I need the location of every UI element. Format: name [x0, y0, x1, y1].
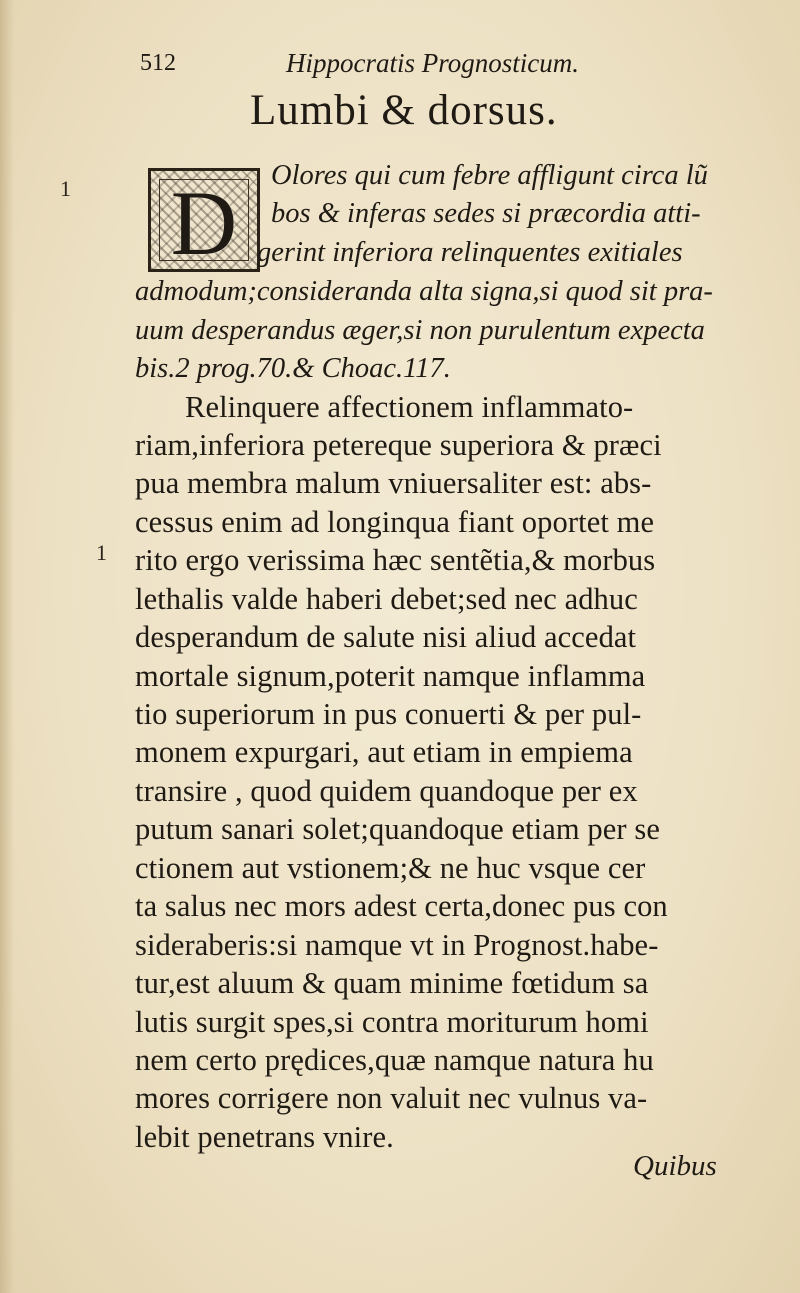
margin-note-2: 1 [96, 540, 107, 565]
body-line: rito ergo verissima hæc sentẽtia,& morbus [135, 543, 656, 577]
italic-line: uum desperandus æger,si non purulentum expecta [135, 315, 705, 346]
body-line: monem expurgari, aut etiam in empiema [135, 735, 633, 769]
body-line: pua membra malum vniuersaliter est: abs- [135, 466, 652, 500]
body-line: tur,est aluum & quam minime fœtidum sa [135, 966, 649, 1000]
italic-line: gerint inferiora relinquentes exitiales [257, 237, 683, 268]
body-line: nem certo prędices,quæ namque natura hu [135, 1043, 654, 1077]
body-line: putum sanari solet;quandoque etiam per se [135, 812, 660, 846]
body-line: sideraberis:si namque vt in Prognost.habe- [135, 928, 659, 962]
italic-line: Olores qui cum febre affligunt circa lũ [271, 160, 708, 191]
italic-line: admodum;consideranda alta signa,si quod sit pra- [135, 276, 713, 307]
page-number: 512 [140, 50, 176, 76]
body-line: ctionem aut vstionem;& ne huc vsque cer [135, 851, 646, 885]
running-title: Hippocratis Prognosticum. [286, 48, 579, 78]
initial-letter: D [170, 172, 238, 274]
margin-note-1: 1 [60, 176, 71, 201]
body-line: ta salus nec mors adest certa,donec pus con [135, 889, 668, 923]
page-edge-shadow [0, 0, 14, 1293]
body-line: lutis surgit spes,si contra moriturum homi [135, 1005, 649, 1039]
body-line: lethalis valde haberi debet;sed nec adhuc [135, 582, 638, 616]
body-line: transire , quod quidem quandoque per ex [135, 774, 638, 808]
body-line: desperandum de salute nisi aliud accedat [135, 620, 637, 654]
body-line: mores corrigere non valuit nec vulnus va- [135, 1081, 648, 1115]
section-title: Lumbi & dorsus. [250, 87, 558, 134]
italic-line: bis.2 prog.70.& Choac.117. [135, 353, 451, 384]
decorated-initial [148, 168, 260, 272]
body-line: mortale signum,poterit namque inflamma [135, 659, 646, 693]
body-line: lebit penetrans vnire. [135, 1120, 394, 1154]
body-line: riam,inferiora petereque superiora & præci [135, 428, 662, 462]
italic-line: bos & inferas sedes si præcordia atti- [271, 198, 701, 229]
body-line: cessus enim ad longinqua fiant oportet me [135, 505, 655, 539]
body-line: Relinquere affectionem inflammato- [185, 390, 634, 424]
page-header [140, 48, 740, 88]
catchword: Quibus [633, 1150, 717, 1182]
body-line: tio superiorum in pus conuerti & per pul- [135, 697, 642, 731]
